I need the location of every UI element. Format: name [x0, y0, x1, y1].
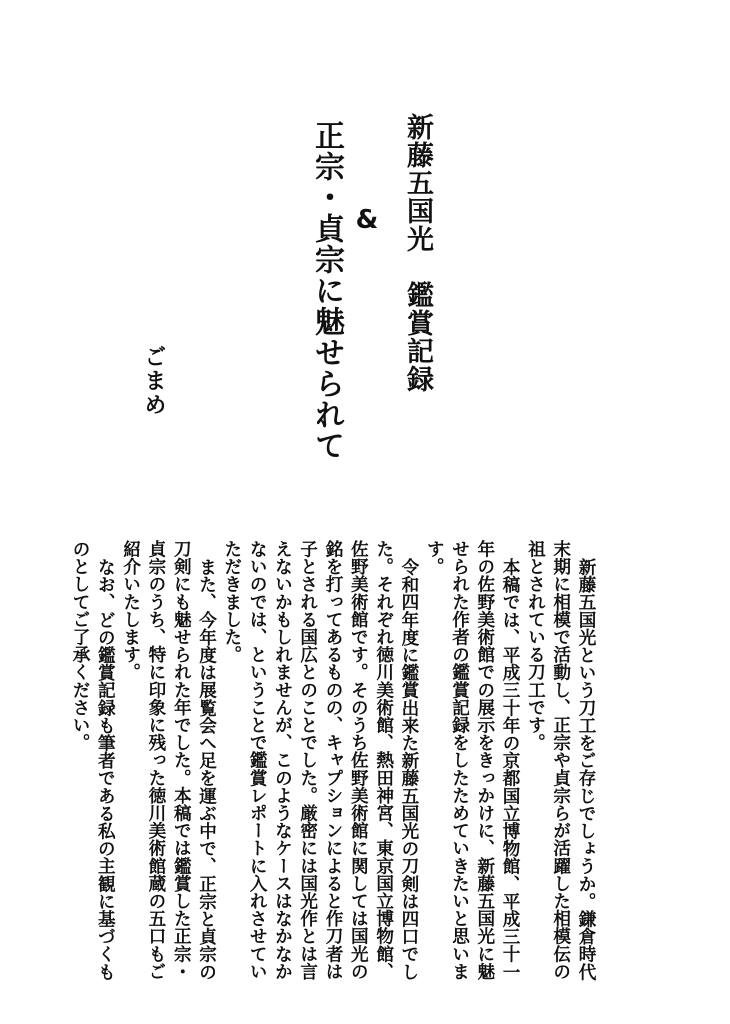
title-line-1: 新藤五国光 鑑賞記録 — [402, 113, 433, 393]
body-text — [70, 540, 598, 980]
body-paragraph: 令和四年度に鑑賞出来た新藤五国光の刀剣は四口でした。それぞれ徳川美術館、熱田神宮、東京国立博物館、佐野美術館です。そのうち佐野美術館に関しては国光の銘を打ってあるものの、キャプションによると作刀者は子とされる国広とのことでした。厳密には国光作とは言えないかもしれませんが、このようなケースはなかなかないのでは、ということで鑑賞レポートに入れさせていただきました。 — [221, 540, 419, 980]
body-paragraph: 本稿では、平成三十年の京都国立博物館、平成三十一年の佐野美術館での展示をきっかけに、新藤五国光に魅せられた作者の鑑賞記録をしたためていきたいと思います。 — [424, 540, 521, 980]
author-name: ごまめ — [141, 345, 166, 417]
body-paragraph: 新藤五国光という刀工をご存じでしょうか。鎌倉時代末期に相模で活動し、正宗や貞宗らが活躍した相模伝の祖とされている刀工です。 — [525, 540, 596, 980]
body-paragraph: なお、どの鑑賞記録も筆者である私の主観に基づくものとしてご了承ください。 — [70, 540, 116, 980]
title-line-2: 正宗・貞宗に魅せられて — [309, 120, 344, 461]
title-ampersand: & — [352, 205, 382, 235]
body-paragraph: また、今年度は展覧会へ足を運ぶ中で、正宗と貞宗の刀剣にも魅せられた年でした。本稿では鑑賞した正宗・貞宗のうち、特に印象に残った徳川美術館蔵の五口もご紹介いたします。 — [120, 540, 217, 980]
